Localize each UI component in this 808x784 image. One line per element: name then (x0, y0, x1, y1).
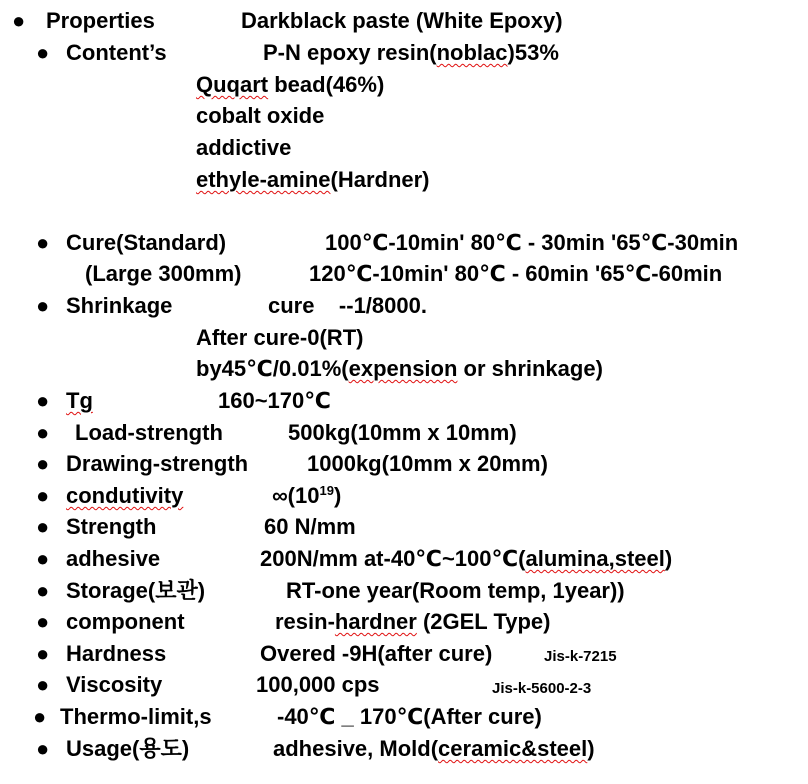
shrinkage-value-1: cure --1/8000. (268, 293, 427, 318)
hardness-standard: Jis-k-7215 (544, 648, 617, 665)
properties-label: Properties (46, 8, 155, 33)
cure-large-value: 120℃-10min' 80℃ - 60min '65℃-60min (309, 261, 723, 286)
strength-label: Strength (66, 514, 157, 539)
conductivity-label: condutivity (66, 483, 184, 508)
bullet: ● (36, 641, 50, 666)
load-strength-value: 500kg(10mm x 10mm) (288, 420, 517, 445)
cure-label: Cure(Standard) (66, 230, 227, 255)
strength-value: 60 N/mm (264, 514, 356, 539)
bullet: ● (36, 230, 50, 255)
hardness-value: Overed -9H(after cure) (260, 641, 493, 666)
contents-value-5: ethyle-amine(Hardner) (196, 167, 430, 192)
adhesive-value: 200N/mm at-40℃~100℃(alumina,steel) (260, 546, 673, 571)
tg-value: 160~170℃ (218, 388, 331, 413)
bullet: ● (36, 451, 50, 476)
cure-large-label: (Large 300mm) (85, 261, 242, 286)
tg-label: Tg (66, 388, 93, 413)
shrinkage-value-2: After cure-0(RT) (196, 325, 364, 350)
bullet: ● (36, 293, 50, 318)
viscosity-standard: Jis-k-5600-2-3 (492, 680, 592, 697)
contents-value-4: addictive (196, 135, 292, 160)
contents-value-1: P-N epoxy resin(noblac)53% (263, 40, 559, 65)
viscosity-value: 100,000 cps (256, 672, 380, 697)
hardness-label: Hardness (66, 641, 167, 666)
drawing-strength-value: 1000kg(10mm x 20mm) (307, 451, 548, 476)
bullet: ● (12, 8, 26, 33)
bullet: ● (36, 388, 50, 413)
properties-value: Darkblack paste (White Epoxy) (241, 8, 563, 33)
storage-value: RT-one year(Room temp, 1year)) (286, 578, 625, 603)
cure-value: 100℃-10min' 80℃ - 30min '65℃-30min (325, 230, 739, 255)
bullet: ● (36, 672, 50, 697)
bullet: ● (36, 514, 50, 539)
thermo-limit-value: -40℃ _ 170℃(After cure) (277, 704, 542, 729)
thermo-limit-label: Thermo-limit,s (60, 704, 212, 729)
shrinkage-value-3: by45℃/0.01%(expension or shrinkage) (196, 356, 603, 381)
load-strength-label: Load-strength (75, 420, 223, 445)
usage-label: Usage(용도) (66, 736, 190, 761)
adhesive-label: adhesive (66, 546, 161, 571)
usage-value: adhesive, Mold(ceramic&steel) (273, 736, 595, 761)
bullet: ● (36, 609, 50, 634)
shrinkage-label: Shrinkage (66, 293, 173, 318)
bullet: ● (36, 578, 50, 603)
storage-label: Storage(보관) (66, 578, 206, 603)
contents-value-3: cobalt oxide (196, 103, 325, 128)
contents-label: Content’s (66, 40, 167, 65)
bullet: ● (36, 546, 50, 571)
contents-value-2: Quqart bead(46%) (196, 72, 385, 97)
bullet: ● (33, 704, 47, 729)
bullet: ● (36, 483, 50, 508)
bullet: ● (36, 736, 50, 761)
drawing-strength-label: Drawing-strength (66, 451, 249, 476)
component-value: resin-hardner (2GEL Type) (275, 609, 551, 634)
bullet: ● (36, 420, 50, 445)
viscosity-label: Viscosity (66, 672, 163, 697)
conductivity-value: $\infty(10^{19})$ (272, 483, 342, 508)
component-label: component (66, 609, 185, 634)
bullet: ● (36, 40, 50, 65)
